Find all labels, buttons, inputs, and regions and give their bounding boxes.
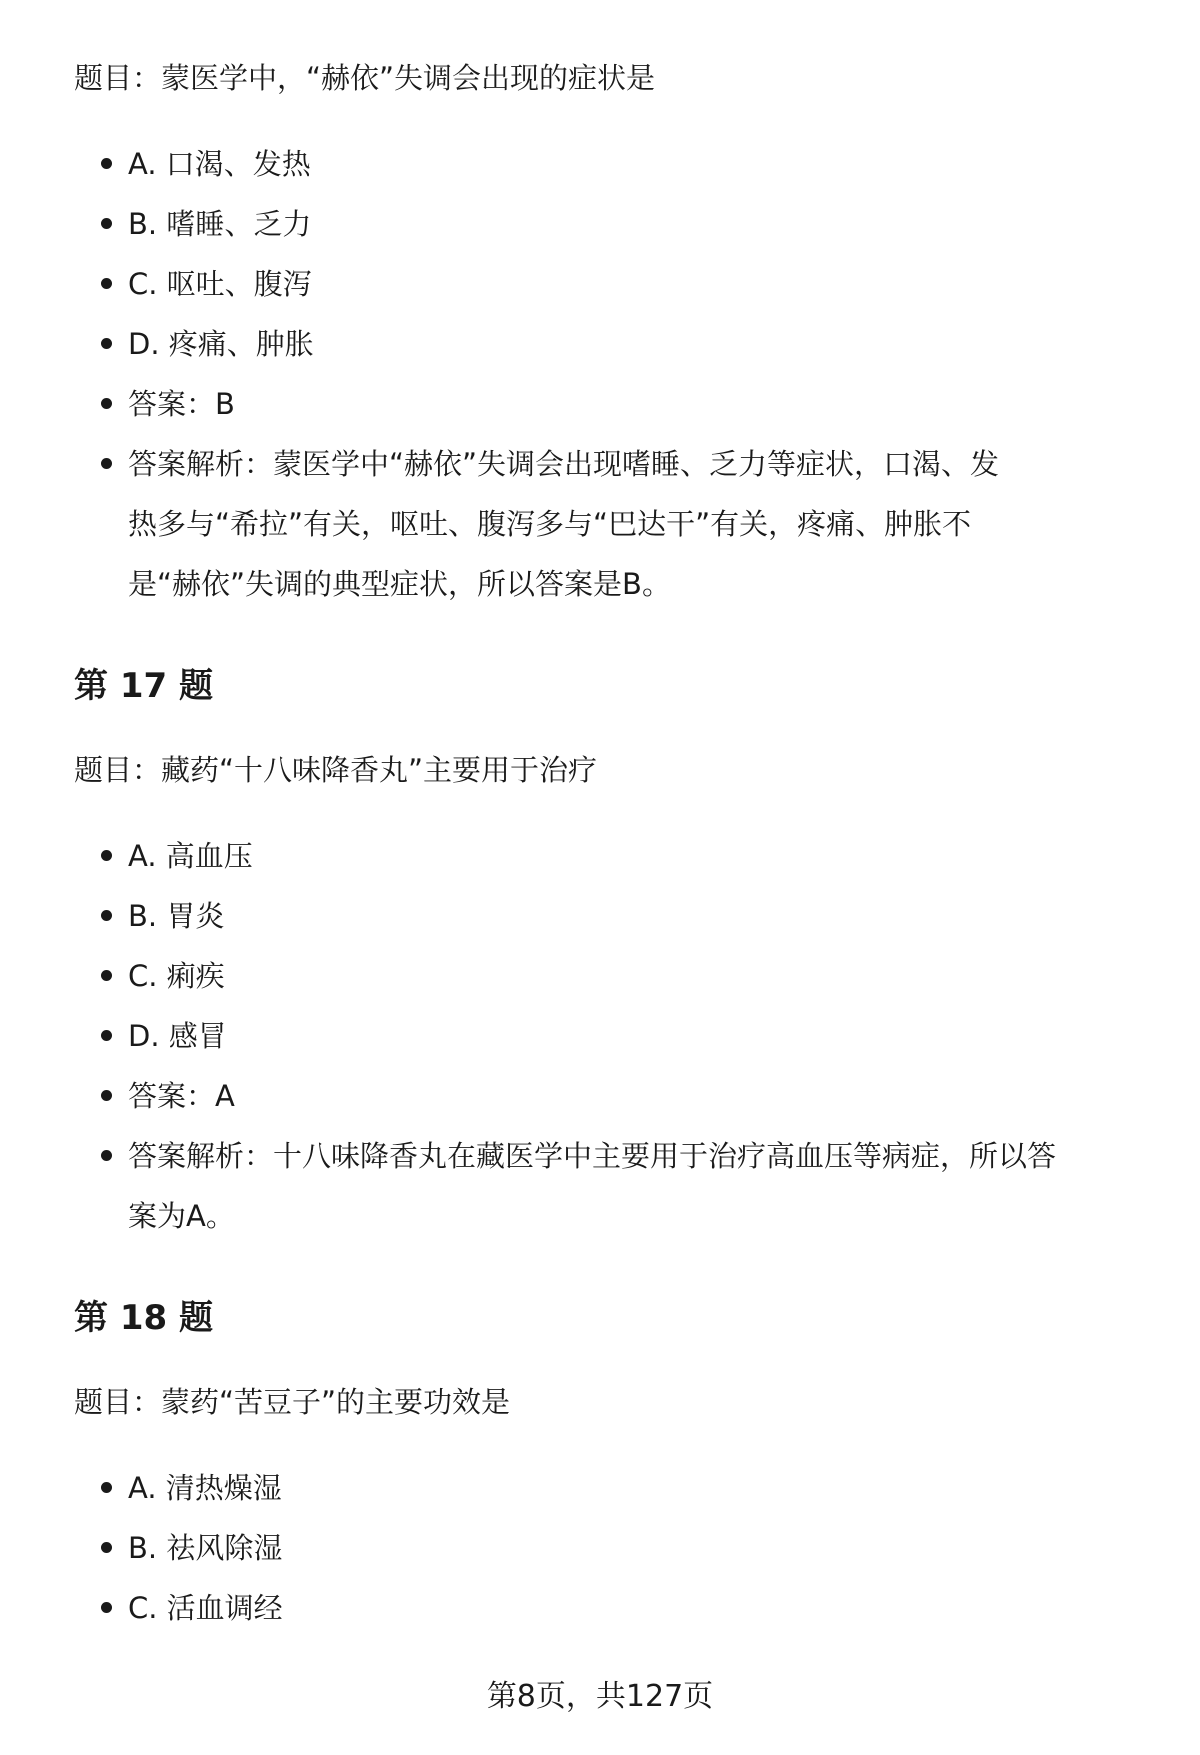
spacer [74, 1348, 1154, 1376]
section-heading: 第 18 题 [74, 1298, 213, 1338]
question-text: 题目：藏药“十八味降香丸”主要用于治疗 [74, 753, 598, 787]
question-text: 题目：蒙药“苦豆子”的主要功效是 [74, 1385, 511, 1419]
option-a: A. 口渴、发热 [74, 134, 1154, 194]
answer: 答案：A [74, 1066, 1154, 1126]
answer: 答案：B [74, 374, 1154, 434]
option-c: C. 活血调经 [74, 1578, 1154, 1638]
options-list [74, 134, 1154, 614]
option-b: B. 胃炎 [74, 886, 1154, 946]
section-heading: 第 17 题 [74, 666, 213, 706]
option-b: B. 嗜睡、乏力 [74, 194, 1154, 254]
question-16 [74, 52, 1154, 614]
answer-explanation: 答案解析：十八味降香丸在藏医学中主要用于治疗高血压等病症，所以答案为A。 [74, 1126, 1154, 1246]
option-d: D. 感冒 [74, 1006, 1154, 1066]
spacer [74, 614, 1154, 656]
spacer [74, 1246, 1154, 1288]
option-b: B. 祛风除湿 [74, 1518, 1154, 1578]
option-a: A. 高血压 [74, 826, 1154, 886]
options-list [74, 826, 1154, 1246]
question-17 [74, 656, 1154, 1246]
page-content [74, 52, 1154, 1638]
spacer [74, 716, 1154, 744]
answer-explanation: 答案解析：蒙医学中“赫依”失调会出现嗜睡、乏力等症状，口渴、发热多与“希拉”有关，呕吐、腹泻多与“巴达干”有关，疼痛、肿胀不是“赫依”失调的典型症状，所以答案是B。 [74, 434, 1154, 614]
page-number: 第8页，共127页 [486, 1679, 714, 1714]
options-list [74, 1458, 1154, 1638]
option-c: C. 呕吐、腹泻 [74, 254, 1154, 314]
question-18 [74, 1288, 1154, 1638]
option-d: D. 疼痛、肿胀 [74, 314, 1154, 374]
option-a: A. 清热燥湿 [74, 1458, 1154, 1518]
question-text: 题目：蒙医学中，“赫依”失调会出现的症状是 [74, 61, 656, 95]
option-c: C. 痢疾 [74, 946, 1154, 1006]
